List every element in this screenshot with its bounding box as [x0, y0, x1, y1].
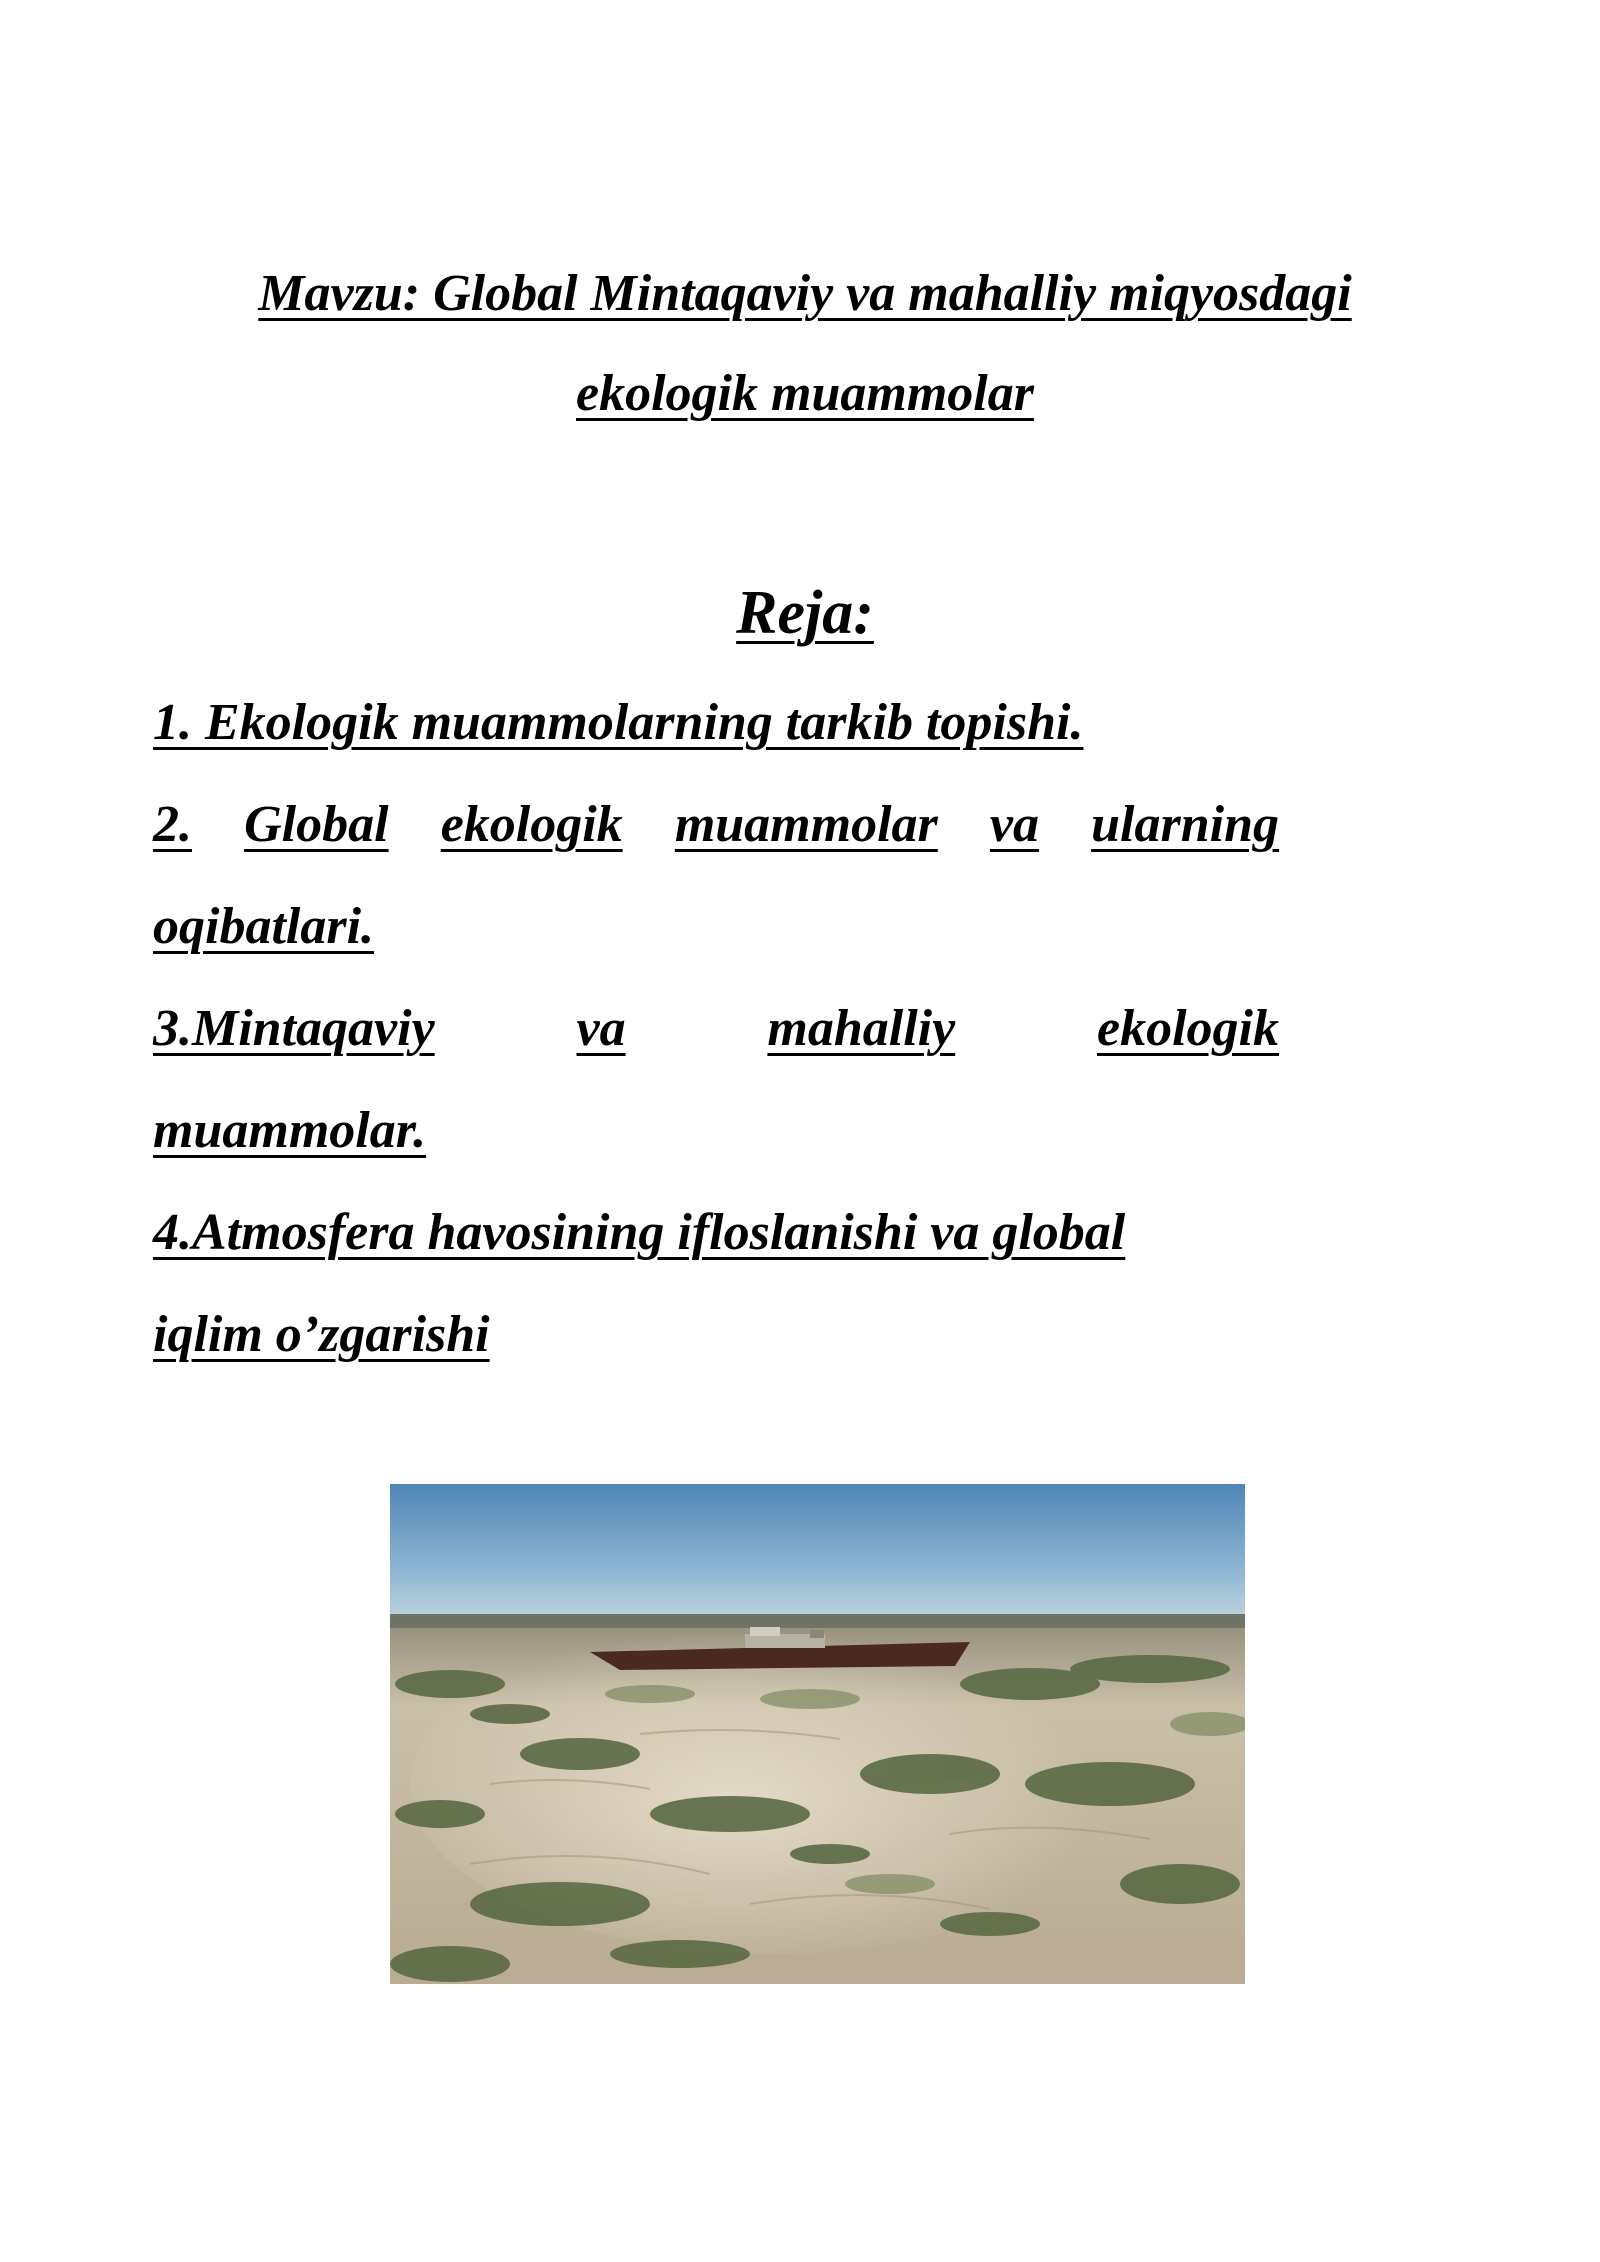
- plan-item-2: [153, 774, 1279, 876]
- plan-item-4: [153, 1182, 1279, 1284]
- plan-item-1-text: 1. Ekologik muammolarning tarkib topishi.: [153, 694, 1084, 751]
- plan-item-2-word: ekologik: [440, 796, 623, 853]
- plan-item-3-word: 3.Mintaqaviy: [153, 1000, 435, 1057]
- plan-item-3-word: ekologik: [1097, 1000, 1279, 1057]
- plan-item-3-continuation: [153, 1080, 1279, 1182]
- plan-list: [153, 672, 1279, 1386]
- plan-item-3-word: mahalliy: [767, 1000, 956, 1057]
- plan-item-2-continuation: [153, 876, 1279, 978]
- plan-item-3: [153, 978, 1279, 1080]
- plan-item-4-text: 4.Atmosfera havosining ifloslanishi va global: [153, 1204, 1126, 1261]
- plan-item-2-word: 2.: [153, 796, 192, 853]
- plan-item-2-cont-text: oqibatlari.: [153, 898, 375, 955]
- plan-item-2-word: va: [989, 796, 1039, 853]
- plan-item-2-word: Global: [244, 796, 389, 853]
- plan-item-1: [153, 672, 1279, 774]
- plan-item-2-word: ularning: [1091, 796, 1279, 853]
- plan-item-4-continuation: [153, 1284, 1279, 1386]
- dry-seabed-photo: [390, 1484, 1245, 1984]
- plan-item-4-cont-text: iqlim o’zgarishi: [153, 1306, 490, 1363]
- plan-heading: [150, 568, 1460, 658]
- plan-heading-text: Reja:: [736, 579, 874, 647]
- title-line-1: Mavzu: Global Mintaqaviy va mahalliy miqyosdagi: [258, 265, 1352, 322]
- plan-item-2-word: muammolar: [674, 796, 938, 853]
- plan-item-3-cont-text: muammolar.: [153, 1102, 427, 1159]
- document-title: [150, 244, 1460, 444]
- plan-item-3-word: va: [576, 1000, 626, 1057]
- title-line-2: ekologik muammolar: [576, 365, 1034, 422]
